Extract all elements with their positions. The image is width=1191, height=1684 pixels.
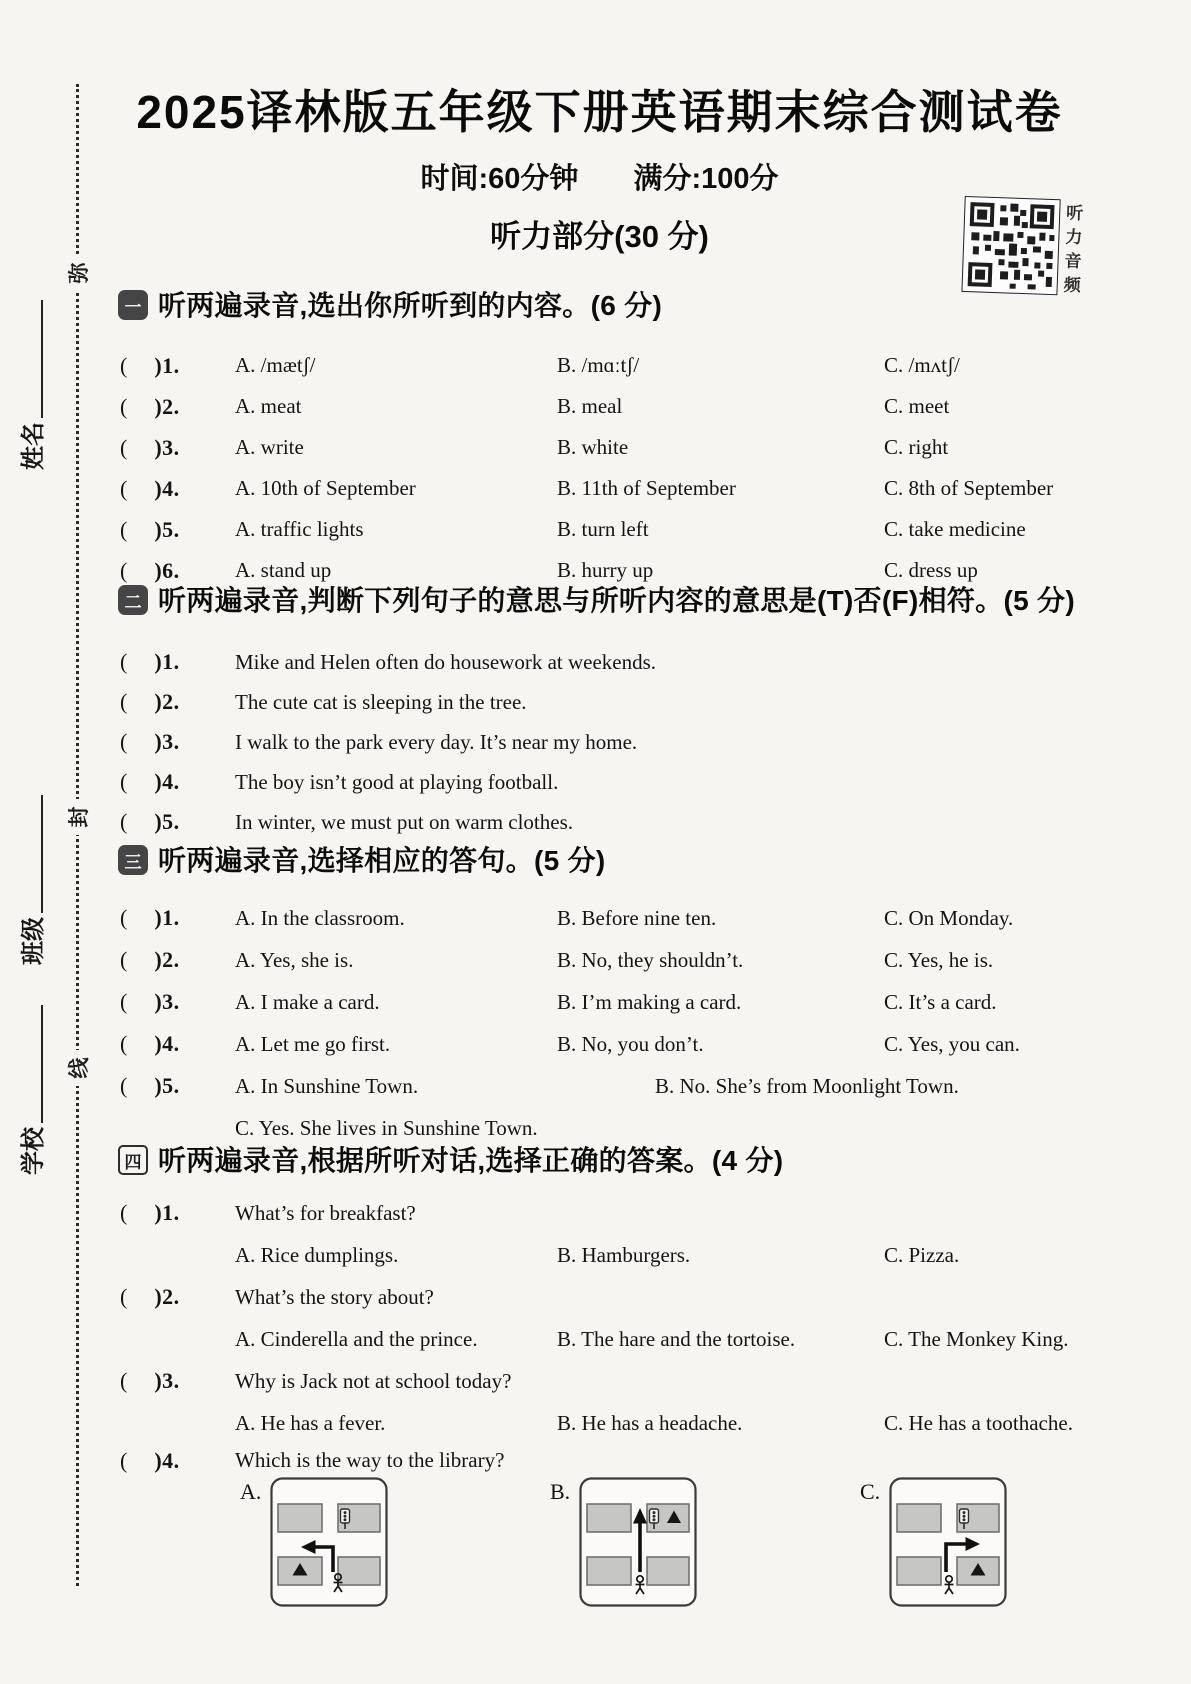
map-option-b[interactable] [550,1477,697,1608]
option-c[interactable]: C. Yes, he is. [884,947,994,972]
option-b[interactable]: B. He has a headache. [557,1410,743,1435]
option-b[interactable]: B. No. She’s from Moonlight Town. [655,1073,959,1098]
option-b[interactable]: B. I’m making a card. [557,989,742,1014]
section-3-header [112,845,1087,879]
question-number: )6. [154,557,180,583]
student-class-field [14,795,48,965]
option-b[interactable]: B. meal [557,394,623,418]
question-number: )5. [154,809,180,834]
option-c[interactable]: C. The Monkey King. [884,1326,1069,1351]
option-c[interactable]: C. It’s a card. [884,989,997,1014]
class-label: 班级 [20,917,47,965]
map-options-row [112,1477,1087,1617]
option-a[interactable]: A. I make a card. [235,989,380,1014]
option-b[interactable]: B. hurry up [557,558,654,582]
statement-text: Mike and Helen often do housework at weekends. [235,649,657,674]
question-number: )1. [154,1200,180,1225]
go-straight-map [579,1477,697,1608]
answer-blank[interactable]: ( [120,1368,128,1393]
answer-blank[interactable]: ( [120,1200,128,1225]
statement-row [112,642,1087,682]
section-1-header [112,290,1087,324]
option-b[interactable]: B. No, they shouldn’t. [557,947,744,972]
question-row [112,1065,1087,1107]
option-a[interactable]: A. 10th of September [235,476,416,500]
answer-blank[interactable]: ( [120,1073,128,1098]
answer-blank[interactable]: ( [120,352,128,378]
section-4-badge: 四 [118,1145,148,1175]
option-a[interactable]: A. traffic lights [235,517,364,541]
option-c[interactable]: C. right [884,435,949,459]
paper-content [112,0,1087,1684]
answer-blank[interactable]: ( [120,689,128,714]
option-b[interactable]: B. /mɑːtʃ/ [557,353,640,377]
qr-caption-char: 频 [1063,275,1082,296]
option-c[interactable]: C. Yes, you can. [884,1031,1020,1056]
question-row [112,1444,1087,1477]
map-option-c-label: C. [860,1479,881,1504]
answer-blank[interactable]: ( [120,649,128,674]
section-1-title: 听两遍录音,选出你所听到的内容。(6 分) [158,290,663,321]
option-b[interactable]: B. The hare and the tortoise. [557,1326,796,1351]
option-b[interactable]: B. turn left [557,517,649,541]
map-option-c[interactable] [860,1477,1007,1608]
options-row [112,1234,1087,1276]
answer-blank[interactable]: ( [120,1284,128,1309]
qr-caption-char: 听 [1065,203,1084,224]
option-a[interactable]: A. Cinderella and the prince. [235,1326,478,1351]
answer-blank[interactable]: ( [120,1447,128,1473]
question-number: )4. [154,769,180,794]
question-text: Which is the way to the library? [235,1448,505,1472]
seal-char-feng: 封 [60,799,96,835]
option-c[interactable]: C. On Monday. [884,905,1014,930]
question-row [112,1192,1087,1234]
option-a[interactable]: A. Let me go first. [235,1031,391,1056]
option-a[interactable]: A. /mætʃ/ [235,353,316,377]
section-1-badge: 一 [118,290,148,320]
question-number: )2. [154,689,180,714]
question-row [112,468,1087,509]
question-number: )3. [154,434,180,460]
school-label: 学校 [20,1127,47,1175]
answer-blank[interactable]: ( [120,516,128,542]
question-row [112,939,1087,981]
student-school-field [14,1005,48,1175]
statement-row [112,762,1087,802]
question-row [112,981,1087,1023]
question-row [112,509,1087,550]
question-number: )3. [154,729,180,754]
option-a[interactable]: A. Yes, she is. [235,947,354,972]
option-b[interactable]: B. Hamburgers. [557,1242,691,1267]
paper-title: 2025译林版五年级下册英语期末综合测试卷 [136,86,1063,138]
question-text: What’s for breakfast? [235,1200,416,1225]
statement-text: The cute cat is sleeping in the tree. [235,689,527,714]
answer-blank[interactable]: ( [120,947,128,972]
question-row [112,897,1087,939]
section-3-title: 听两遍录音,选择相应的答句。(5 分) [158,845,606,876]
option-c[interactable]: C. He has a toothache. [884,1410,1073,1435]
statement-text: I walk to the park every day. It’s near my home. [235,729,638,754]
option-b[interactable]: B. white [557,435,629,459]
question-row [112,345,1087,386]
question-number: )1. [154,352,180,378]
question-number: )4. [154,1031,180,1056]
listening-part-heading: 听力部分(30 分) [490,219,709,254]
option-c[interactable]: C. Yes. She lives in Sunshine Town. [235,1115,538,1140]
section-2-badge: 二 [118,585,148,615]
paper-subtitle [112,156,1087,197]
option-a[interactable]: A. meat [235,394,302,418]
section-2-header [112,585,1087,619]
option-c[interactable]: C. /mʌtʃ/ [884,353,960,377]
question-row [112,427,1087,468]
option-b[interactable]: B. 11th of September [557,476,736,500]
statement-text: In winter, we must put on warm clothes. [235,809,574,834]
map-option-a[interactable] [240,1477,388,1608]
answer-blank[interactable]: ( [120,393,128,419]
qr-code-icon [961,196,1060,295]
option-b[interactable]: B. No, you don’t. [557,1031,704,1056]
answer-blank[interactable]: ( [120,809,128,834]
section-4-title: 听两遍录音,根据所听对话,选择正确的答案。(4 分) [158,1145,784,1176]
question-number: )5. [154,1073,180,1098]
options-row [112,1318,1087,1360]
statement-row [112,802,1087,842]
option-a[interactable]: A. stand up [235,558,332,582]
option-c[interactable]: C. dress up [884,558,978,582]
section-1-listening-choose [112,290,1087,591]
question-number: )4. [154,1447,180,1473]
statement-row [112,722,1087,762]
class-fill-line[interactable] [21,795,43,913]
qr-caption-char: 力 [1065,227,1083,248]
question-number: )2. [154,393,180,419]
option-c[interactable]: C. take medicine [884,517,1026,541]
listening-audio-qr [961,196,1083,300]
question-row-continued [112,1107,1087,1149]
question-number: )1. [154,649,180,674]
question-number: )1. [154,905,180,930]
question-number: )2. [154,1284,180,1309]
options-row [112,1402,1087,1444]
section-3-badge: 三 [118,845,148,875]
section-2-title: 听两遍录音,判断下列句子的意思与所听内容的意思是(T)否(F)相符。(5 分) [158,585,1075,616]
turn-left-map [270,1477,388,1608]
option-a[interactable]: A. Rice dumplings. [235,1242,399,1267]
option-a[interactable]: A. In the classroom. [235,905,405,930]
section-2-true-false [112,585,1087,842]
question-row [112,386,1087,427]
option-a[interactable]: A. He has a fever. [235,1410,386,1435]
name-label: 姓名 [20,422,47,470]
answer-blank[interactable]: ( [120,905,128,930]
question-number: )3. [154,989,180,1014]
option-c[interactable]: C. 8th of September [884,476,1054,500]
option-a[interactable]: A. write [235,435,304,459]
seal-char-mi: 弥 [60,255,96,291]
answer-blank[interactable]: ( [120,434,128,460]
answer-blank[interactable]: ( [120,557,128,583]
question-row [112,1023,1087,1065]
question-number: )3. [154,1368,180,1393]
question-number: )4. [154,475,180,501]
seal-dotted-line [76,84,79,1586]
time-limit-label: 时间:60分钟 [420,163,579,195]
question-text: Why is Jack not at school today? [235,1368,512,1393]
option-a[interactable]: A. In Sunshine Town. [235,1073,419,1098]
map-option-a-label: A. [240,1479,262,1504]
question-number: )5. [154,516,180,542]
question-number: )2. [154,947,180,972]
qr-caption [1063,200,1083,301]
seal-char-xian: 线 [60,1050,96,1086]
map-option-b-label: B. [550,1479,571,1504]
option-b[interactable]: B. Before nine ten. [557,905,717,930]
option-c[interactable]: C. meet [884,394,950,418]
question-row [112,1276,1087,1318]
answer-blank[interactable]: ( [120,1031,128,1056]
student-name-field [14,300,48,470]
full-score-label: 满分:100分 [633,163,779,195]
answer-blank[interactable]: ( [120,769,128,794]
qr-caption-char: 音 [1064,251,1082,272]
school-fill-line[interactable] [21,1005,43,1123]
answer-blank[interactable]: ( [120,475,128,501]
answer-blank[interactable]: ( [120,729,128,754]
section-4-dialogue-questions [112,1145,1087,1477]
statement-row [112,682,1087,722]
question-text: What’s the story about? [235,1284,434,1309]
option-c[interactable]: C. Pizza. [884,1242,960,1267]
answer-blank[interactable]: ( [120,989,128,1014]
name-fill-line[interactable] [21,300,43,418]
turn-right-map [889,1477,1007,1608]
section-4-header [112,1145,1087,1179]
section-3-choose-response [112,845,1087,1149]
question-row [112,1360,1087,1402]
statement-text: The boy isn’t good at playing football. [235,769,559,794]
